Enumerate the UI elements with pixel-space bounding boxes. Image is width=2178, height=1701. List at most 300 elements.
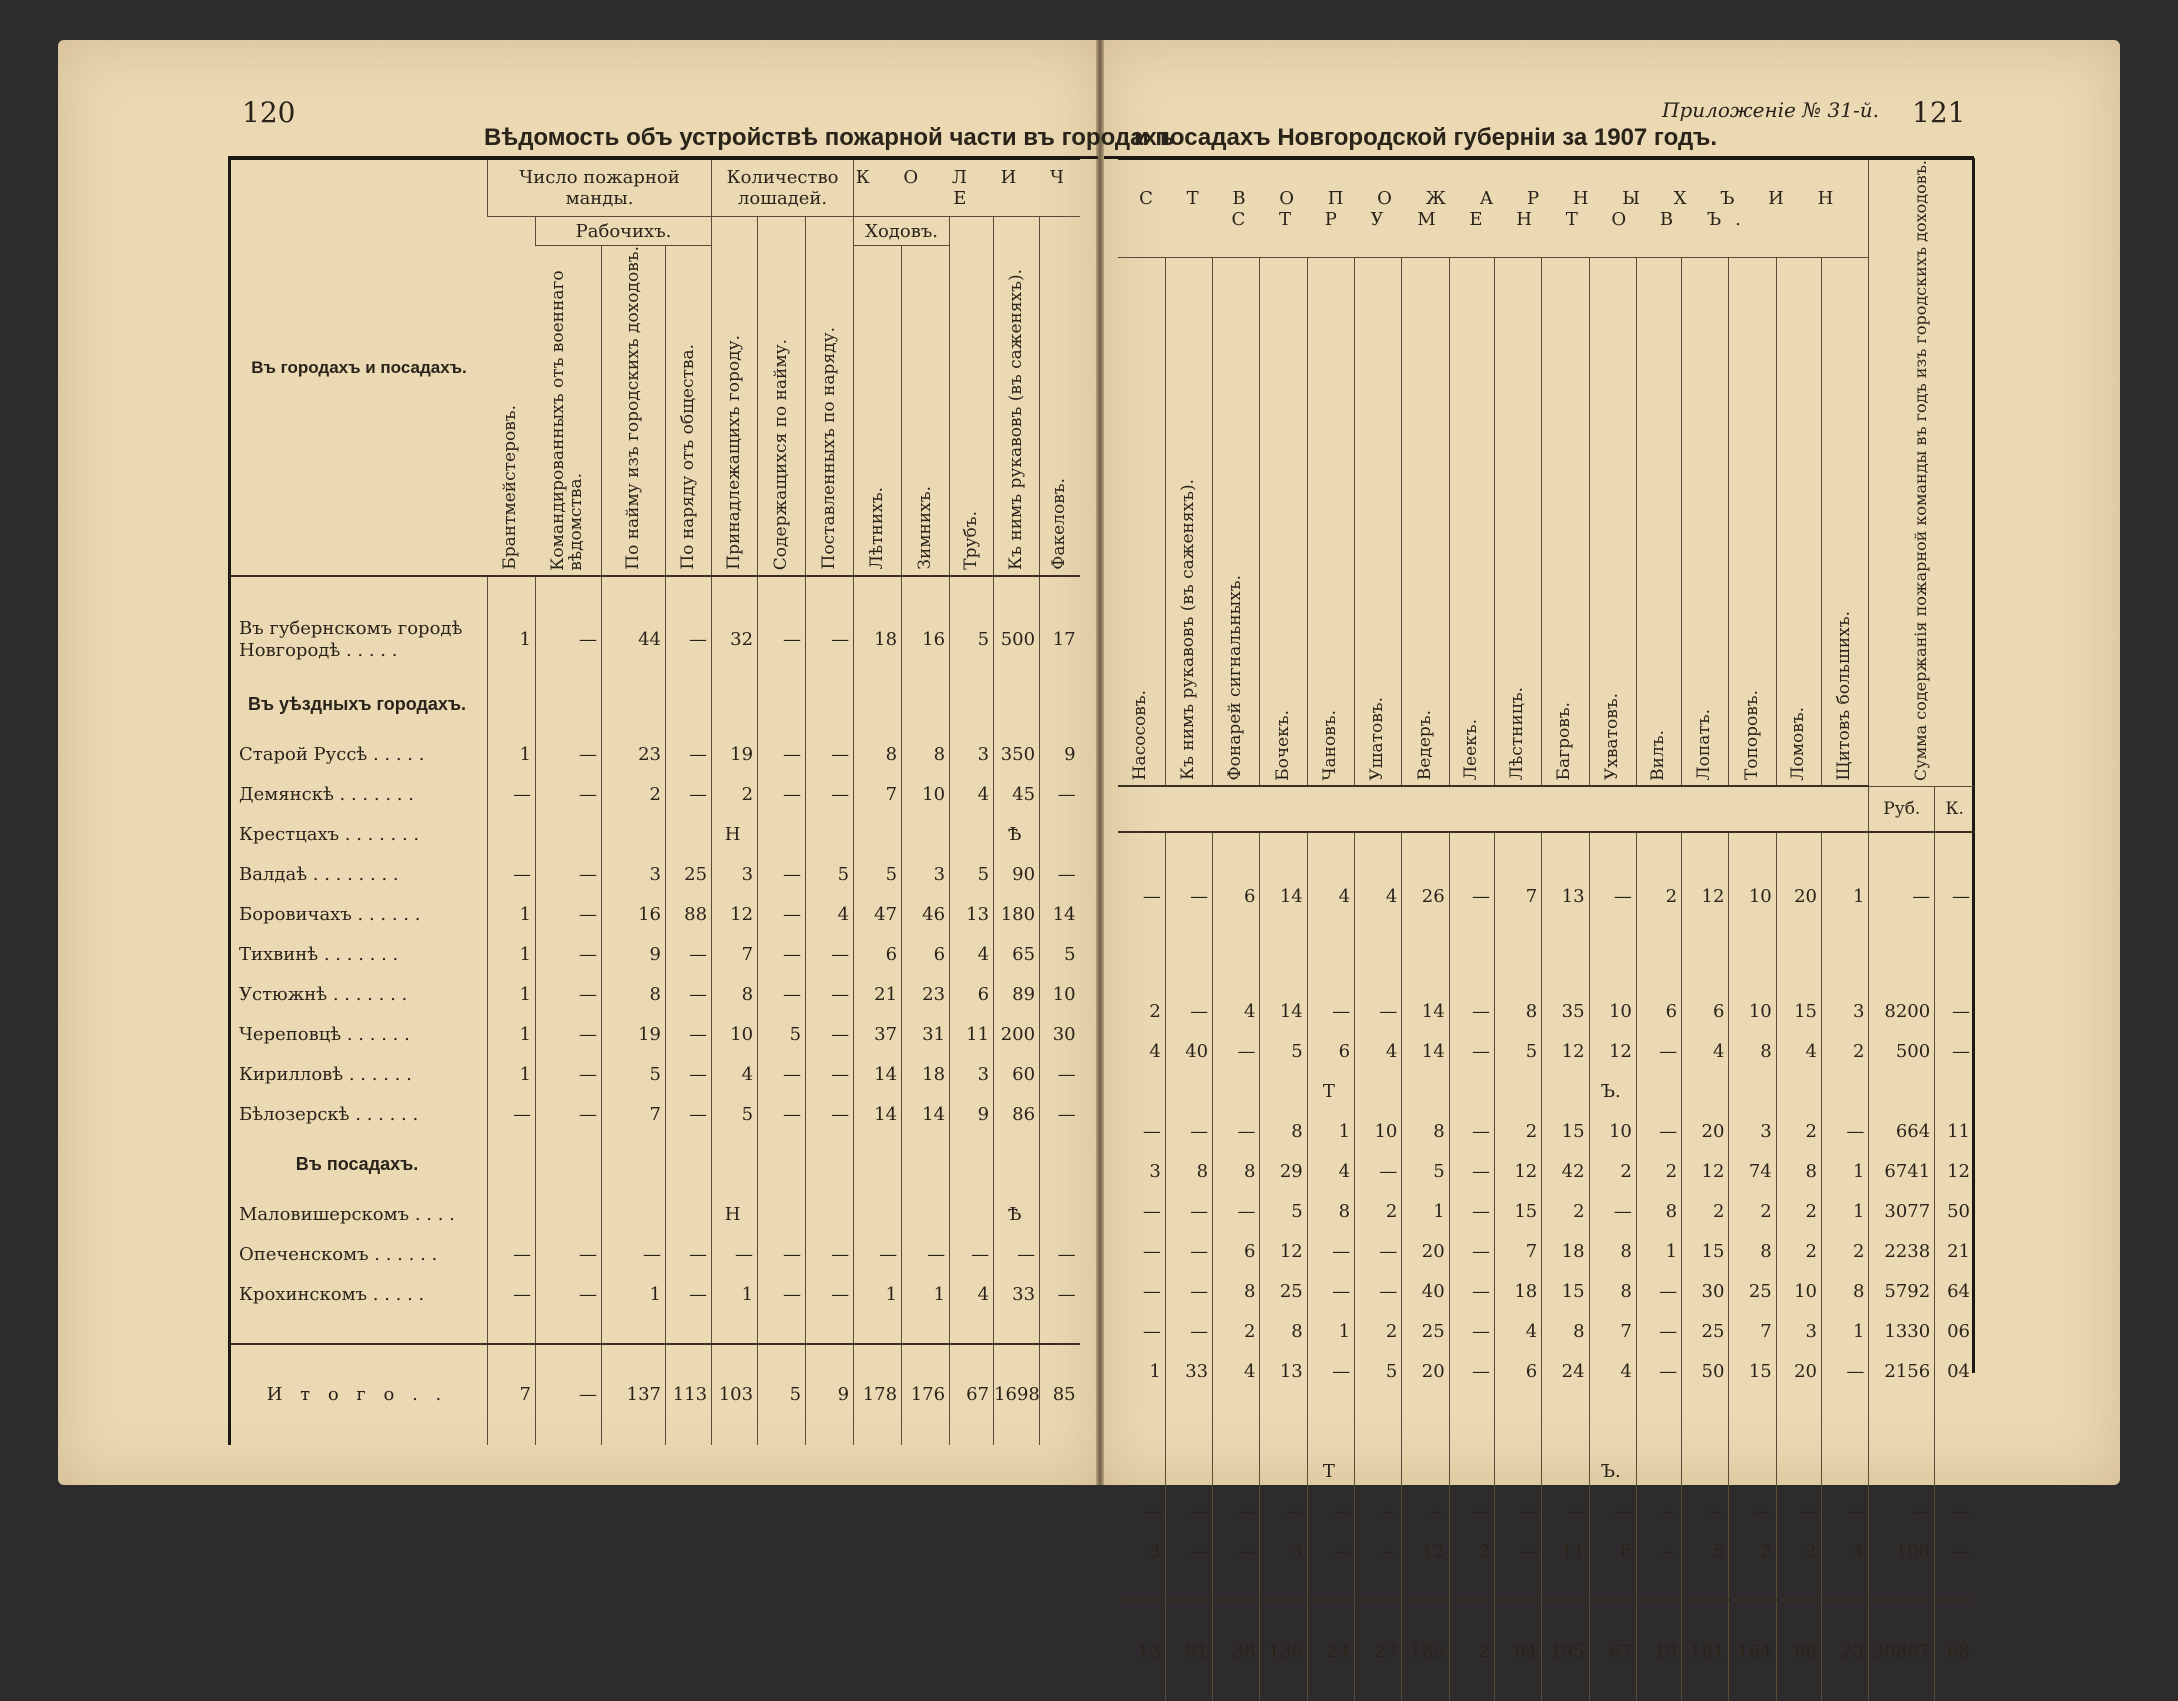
spacer-cell	[666, 1315, 712, 1344]
empty-cell	[994, 675, 1040, 735]
cell-value: 2	[1776, 1111, 1821, 1151]
cell-value: 3	[1260, 1531, 1307, 1571]
cell-value: —	[758, 1275, 806, 1315]
cell-value: —	[1822, 1491, 1869, 1531]
rcol-head-15	[1822, 258, 1869, 787]
rcol-head-14	[1776, 258, 1821, 787]
cell-value: 3	[902, 855, 950, 895]
cell-value: 6	[1213, 1231, 1260, 1271]
empty-cell	[1260, 1391, 1307, 1451]
row-label: Устюжнѣ . . . . . . .	[239, 984, 408, 1006]
cell-value: 50	[1935, 1191, 1974, 1231]
table-row	[230, 1275, 1080, 1315]
table-row	[1118, 1031, 1974, 1071]
rcol-head-6	[1402, 258, 1449, 787]
cell-value: 12	[1542, 1031, 1589, 1071]
cell-value: 4	[1213, 1351, 1260, 1391]
col-label-4: Принадлежащихъ городу.	[723, 335, 744, 570]
cell-value: —	[1935, 1031, 1974, 1071]
cell-value: —	[1307, 1491, 1354, 1531]
cell-value: 5	[712, 1095, 758, 1135]
table-row	[1118, 991, 1974, 1031]
cell-value: —	[1355, 1531, 1402, 1571]
cell-value	[488, 1195, 536, 1235]
total-value: 164	[1729, 1600, 1776, 1701]
empty-cell	[666, 675, 712, 735]
cell-value: 3	[950, 735, 994, 775]
empty-cell	[1682, 931, 1729, 991]
spacer-cell	[1636, 1571, 1681, 1600]
empty-cell	[1869, 1391, 1935, 1451]
cell-value: 15	[1682, 1231, 1729, 1271]
cell-value: 14	[854, 1055, 902, 1095]
cell-value: —	[758, 1055, 806, 1095]
spacer-cell	[1307, 832, 1354, 861]
cell-value: 3	[712, 855, 758, 895]
empty-cell	[1213, 1391, 1260, 1451]
right-body	[1118, 832, 1974, 1701]
spacer-cell	[1118, 832, 1165, 861]
col-label-10: Къ нимъ рукавовъ (въ саженяхъ).	[1005, 268, 1026, 570]
cell-value: —	[806, 1095, 854, 1135]
cell-value: 7	[602, 1095, 666, 1135]
total-value: 103	[712, 1344, 758, 1445]
spacer-cell	[1494, 832, 1541, 861]
cell-value: 6	[1213, 861, 1260, 931]
cell-value: Н	[712, 815, 758, 855]
cell-value: —	[666, 605, 712, 675]
col-head-10	[994, 217, 1040, 576]
cell-value: 1	[488, 935, 536, 975]
col-head-9	[950, 217, 994, 576]
cell-value: 12	[1682, 861, 1729, 931]
cell-value: —	[902, 1235, 950, 1275]
col-head-4	[712, 217, 758, 576]
cell-value	[1165, 1451, 1212, 1491]
cell-value: 3	[950, 1055, 994, 1095]
cell-value: 31	[902, 1015, 950, 1055]
cell-value: —	[758, 895, 806, 935]
rcol-label-15: Щитовъ большихъ.	[1834, 610, 1855, 781]
empty-cell	[602, 1135, 666, 1195]
cell-value: —	[1307, 1531, 1354, 1571]
empty-cell	[758, 675, 806, 735]
cell-value: 4	[1355, 1031, 1402, 1071]
cell-value: —	[1213, 1191, 1260, 1231]
cell-value: 25	[666, 855, 712, 895]
rcol-head-2	[1213, 258, 1260, 787]
cell-value: 2	[1449, 1531, 1494, 1571]
cell-value: 8	[1402, 1111, 1449, 1151]
total-value: 136	[1260, 1600, 1307, 1701]
empty-cell	[1729, 931, 1776, 991]
cell-value: 20	[1682, 1111, 1729, 1151]
cell-value: 8	[1822, 1271, 1869, 1311]
table-row	[230, 975, 1080, 1015]
cell-value: —	[1040, 1095, 1080, 1135]
header-sum-label: Сумма содержанія пожарной команды въ годъ изъ городскихъ доходовъ.	[1911, 160, 1931, 781]
spacer-cell	[994, 1315, 1040, 1344]
book-gutter	[1096, 40, 1104, 1485]
cell-value: —	[1636, 1531, 1681, 1571]
cell-value	[1636, 1451, 1681, 1491]
cell-value	[1260, 1071, 1307, 1111]
empty-cell	[854, 675, 902, 735]
cell-value	[806, 1195, 854, 1235]
cell-value: —	[666, 975, 712, 1015]
cell-value: 14	[1260, 861, 1307, 931]
rcol-label-3: Бочекъ.	[1272, 709, 1293, 781]
cell-value	[806, 815, 854, 855]
total-value: 137	[602, 1344, 666, 1445]
total-value: 67	[1589, 1600, 1636, 1701]
cell-value	[536, 1195, 602, 1235]
spacer-cell	[1729, 1571, 1776, 1600]
empty-cell	[1165, 931, 1212, 991]
cell-value: —	[1165, 1311, 1212, 1351]
row-label: Крохинскомъ . . . . .	[239, 1284, 425, 1306]
cell-value: 2	[1682, 1191, 1729, 1231]
cell-value: 4	[1213, 991, 1260, 1031]
spacer-cell	[1542, 1571, 1589, 1600]
cell-value: —	[1935, 1531, 1974, 1571]
cell-value: 4	[1494, 1311, 1541, 1351]
cell-value: 2	[1822, 1231, 1869, 1271]
rcol-head-10	[1589, 258, 1636, 787]
rcol-label-7: Леекъ.	[1460, 719, 1481, 781]
rcol-label-14: Ломовъ.	[1787, 706, 1808, 781]
cell-value	[1040, 1195, 1080, 1235]
empty-cell	[1307, 931, 1354, 991]
col-label-7: Лѣтнихъ.	[866, 487, 887, 570]
left-page-number: 120	[242, 96, 296, 129]
cell-value: 3	[602, 855, 666, 895]
cell-value: —	[1589, 1491, 1636, 1531]
col-head-3	[666, 246, 712, 576]
cell-value	[902, 815, 950, 855]
spacer-cell	[1682, 1571, 1729, 1600]
header-workers-group: Рабочихъ.	[536, 217, 712, 246]
total-value: —	[536, 1344, 602, 1445]
total-value: 13	[1118, 1600, 1165, 1701]
cell-value: 1	[1402, 1191, 1449, 1231]
col-label-0: Брантмейстеровъ.	[500, 404, 521, 570]
cell-value: 8	[1589, 1271, 1636, 1311]
cell-value: 5	[1402, 1151, 1449, 1191]
cell-value	[1776, 1071, 1821, 1111]
cell-value: —	[488, 1275, 536, 1315]
right-header-row-1	[1118, 159, 1974, 258]
cell-value: 44	[602, 605, 666, 675]
total-value: 195	[1542, 1600, 1589, 1701]
cell-value: 2	[1776, 1191, 1821, 1231]
cell-value: —	[488, 855, 536, 895]
rcol-head-4	[1307, 258, 1354, 787]
cell-value	[666, 815, 712, 855]
empty-cell	[1869, 931, 1935, 991]
empty-cell	[1040, 1135, 1080, 1195]
cell-value: 3	[1776, 1311, 1821, 1351]
cell-value: 10	[1729, 991, 1776, 1031]
spacer-cell	[902, 1315, 950, 1344]
cell-value: —	[536, 975, 602, 1015]
row-label: Кирилловѣ . . . . . .	[239, 1064, 412, 1086]
cell-value: —	[1213, 1111, 1260, 1151]
cell-value: —	[1542, 1491, 1589, 1531]
cell-value: —	[1307, 1231, 1354, 1271]
cell-value: 8	[902, 735, 950, 775]
cell-value: 4	[950, 775, 994, 815]
cell-value: 11	[1935, 1111, 1974, 1151]
cell-value: 5	[854, 855, 902, 895]
spacer-cell	[1260, 832, 1307, 861]
spacer-cell	[536, 1315, 602, 1344]
cell-value: 5	[1260, 1031, 1307, 1071]
cell-value: 2	[1776, 1531, 1821, 1571]
cell-value	[1869, 1451, 1935, 1491]
cell-value: 8	[1494, 991, 1541, 1031]
spacer-cell	[1165, 1571, 1212, 1600]
cell-value: 65	[994, 935, 1040, 975]
cell-value: 12	[1402, 1531, 1449, 1571]
empty-cell	[1213, 931, 1260, 991]
spacer-cell	[602, 576, 666, 605]
table-row	[230, 1015, 1080, 1055]
table-row	[1118, 1271, 1974, 1311]
cell-value: —	[1142, 885, 1161, 907]
table-row	[1118, 1111, 1974, 1151]
empty-cell	[1682, 1391, 1729, 1451]
spacer-cell	[1935, 832, 1974, 861]
cell-value	[854, 1195, 902, 1235]
cell-value: 8	[1165, 1151, 1212, 1191]
rcol-label-9: Багровъ.	[1554, 702, 1575, 781]
cell-value: —	[1165, 991, 1212, 1031]
cell-value: 24	[1542, 1351, 1589, 1391]
spacer-cell	[1494, 1571, 1541, 1600]
cell-value: 18	[1542, 1231, 1589, 1271]
table-row	[1118, 1231, 1974, 1271]
rcol-head-7	[1449, 258, 1494, 787]
cell-value: 42	[1542, 1151, 1589, 1191]
spacer-cell	[854, 1315, 902, 1344]
empty-cell	[1589, 931, 1636, 991]
table-row	[1118, 1311, 1974, 1351]
spacer-cell	[1729, 832, 1776, 861]
total-value: 38	[1213, 1600, 1260, 1701]
rcol-head-11	[1636, 258, 1681, 787]
empty-cell	[1729, 1391, 1776, 1451]
cell-value: 88	[666, 895, 712, 935]
col-head-1	[536, 246, 602, 576]
cell-value: 4	[1776, 1031, 1821, 1071]
cell-value: —	[1165, 1111, 1212, 1151]
table-row	[1118, 1151, 1974, 1191]
cell-value: —	[1494, 1531, 1541, 1571]
table-row	[1118, 1351, 1974, 1391]
cell-value	[602, 1195, 666, 1235]
cell-value	[1165, 1071, 1212, 1111]
empty-cell	[536, 1135, 602, 1195]
cell-value: 8	[1213, 1151, 1260, 1191]
cell-value	[1682, 1071, 1729, 1111]
cell-value: 90	[994, 855, 1040, 895]
cell-value: 6	[1494, 1351, 1541, 1391]
cell-value: 18	[1494, 1271, 1541, 1311]
spacer-cell	[1213, 1571, 1260, 1600]
cell-value: 4	[1589, 1351, 1636, 1391]
row-label: Опеченскомъ . . . . . .	[239, 1244, 438, 1266]
cell-value	[1449, 1451, 1494, 1491]
section-heading: Въ посадахъ.	[295, 1154, 419, 1175]
cell-value: 14	[902, 1095, 950, 1135]
table-row	[230, 895, 1080, 935]
spacer-cell	[1869, 832, 1935, 861]
total-value: 85	[1040, 1344, 1080, 1445]
cell-value: 8	[1260, 1111, 1307, 1151]
cell-value: 11	[1542, 1531, 1589, 1571]
cell-value: 45	[994, 775, 1040, 815]
cell-value: 1	[1636, 1231, 1681, 1271]
cell-value	[1355, 1451, 1402, 1491]
cell-value: 8	[1260, 1311, 1307, 1351]
spacer-cell	[1355, 832, 1402, 861]
total-value: 81	[1165, 1600, 1212, 1701]
cell-value: —	[1165, 1531, 1212, 1571]
cell-value: 1	[488, 605, 536, 675]
cell-value: 108	[1869, 1531, 1935, 1571]
spacer-cell	[602, 1315, 666, 1344]
cell-value: —	[1636, 1311, 1681, 1351]
header-hoses-group: Ходовъ.	[854, 217, 950, 246]
cell-value: —	[1040, 1275, 1080, 1315]
title-right: и посадахъ Новгородской губерніи за 1907 годъ.	[1134, 124, 1718, 151]
cell-value: —	[1869, 861, 1935, 931]
col-head-2	[602, 246, 666, 576]
cell-value: 5	[1682, 1531, 1729, 1571]
cell-value: —	[1935, 861, 1974, 931]
cell-value	[1776, 1451, 1821, 1491]
header-spacer	[1118, 786, 1869, 832]
col-head-5	[758, 217, 806, 576]
spacer-cell	[758, 576, 806, 605]
col-label-11: Факеловъ.	[1048, 477, 1069, 570]
cell-value: 10	[1355, 1111, 1402, 1151]
row-label: Демянскѣ . . . . . . .	[239, 784, 414, 806]
rcol-label-12: Лопатъ.	[1694, 708, 1715, 781]
spacer-cell	[950, 576, 994, 605]
empty-cell	[1449, 1391, 1494, 1451]
cell-value: 12	[1494, 1151, 1541, 1191]
cell-value: —	[806, 735, 854, 775]
cell-value: 14	[1260, 991, 1307, 1031]
cell-value: 16	[902, 605, 950, 675]
cell-value: —	[1165, 1191, 1212, 1231]
cell-value	[950, 1195, 994, 1235]
cell-value: —	[712, 1235, 758, 1275]
cell-value: 25	[1729, 1271, 1776, 1311]
spacer-cell	[1449, 1571, 1494, 1600]
cell-value: 47	[854, 895, 902, 935]
cell-value: —	[666, 1235, 712, 1275]
spacer-cell	[1776, 1571, 1821, 1600]
rcol-head-16: Руб.	[1869, 786, 1935, 832]
cell-value: 2	[602, 775, 666, 815]
cell-value: —	[1165, 1231, 1212, 1271]
cell-value: —	[1040, 1055, 1080, 1095]
table-row	[230, 735, 1080, 775]
col-head-11	[1040, 217, 1080, 576]
cell-value: 4	[1682, 1031, 1729, 1071]
cell-value: 10	[712, 1015, 758, 1055]
cell-value: 15	[1729, 1351, 1776, 1391]
right-header-row-2	[1118, 258, 1974, 787]
rcol-head-1	[1165, 258, 1212, 787]
cell-value: 4	[806, 895, 854, 935]
cell-value: 33	[994, 1275, 1040, 1315]
rcol-label-0: Насосовъ.	[1130, 690, 1151, 781]
cell-value: 18	[902, 1055, 950, 1095]
cell-value: 64	[1935, 1271, 1974, 1311]
cell-value: 1	[1149, 1360, 1161, 1382]
cell-value: —	[1142, 1280, 1161, 1302]
empty-cell	[1776, 1391, 1821, 1451]
cell-value: 5	[602, 1055, 666, 1095]
totals-label: И т о г о . .	[230, 1344, 488, 1445]
cell-value: 6	[1682, 991, 1729, 1031]
cell-value: 25	[1402, 1311, 1449, 1351]
table-row	[1118, 1531, 1974, 1571]
cell-value	[1494, 1071, 1541, 1111]
empty-cell	[806, 675, 854, 735]
cell-value: 1	[488, 975, 536, 1015]
right-header-row-3	[1118, 786, 1974, 832]
spacer-cell	[230, 1315, 488, 1344]
rcol-head-17: К.	[1935, 786, 1974, 832]
empty-cell	[1118, 931, 1165, 991]
table-row	[230, 1235, 1080, 1275]
cell-value: 74	[1729, 1151, 1776, 1191]
cell-value: 50	[1682, 1351, 1729, 1391]
spacer-cell	[666, 576, 712, 605]
cell-value: —	[806, 935, 854, 975]
cell-value: —	[1449, 1351, 1494, 1391]
cell-value: —	[536, 1095, 602, 1135]
cell-value: —	[806, 1055, 854, 1095]
col-head-8	[902, 246, 950, 576]
table-row	[230, 855, 1080, 895]
cell-value: —	[1494, 1491, 1541, 1531]
total-value: 68	[1935, 1600, 1974, 1701]
cell-value	[902, 1195, 950, 1235]
cell-value: 1	[602, 1275, 666, 1315]
cell-value: 12	[1589, 1031, 1636, 1071]
header-horses-group: Количество лошадей.	[712, 159, 854, 217]
rcol-label-10: Ухватовъ.	[1601, 693, 1622, 781]
cell-value: —	[1449, 1111, 1494, 1151]
table-row	[230, 1135, 1080, 1195]
empty-cell	[1040, 675, 1080, 735]
spacer-cell	[488, 1315, 536, 1344]
cell-value	[758, 815, 806, 855]
col-label-1: Командированныхъ отъ военнаго вѣдомства.	[548, 270, 587, 571]
cell-value: 3	[1149, 1160, 1161, 1182]
col-label-6: Поставленныхъ по наряду.	[818, 327, 839, 570]
cell-value: —	[1449, 1231, 1494, 1271]
cell-value: 2	[1729, 1531, 1776, 1571]
col-head-6	[806, 217, 854, 576]
cell-value: 26	[1402, 861, 1449, 931]
